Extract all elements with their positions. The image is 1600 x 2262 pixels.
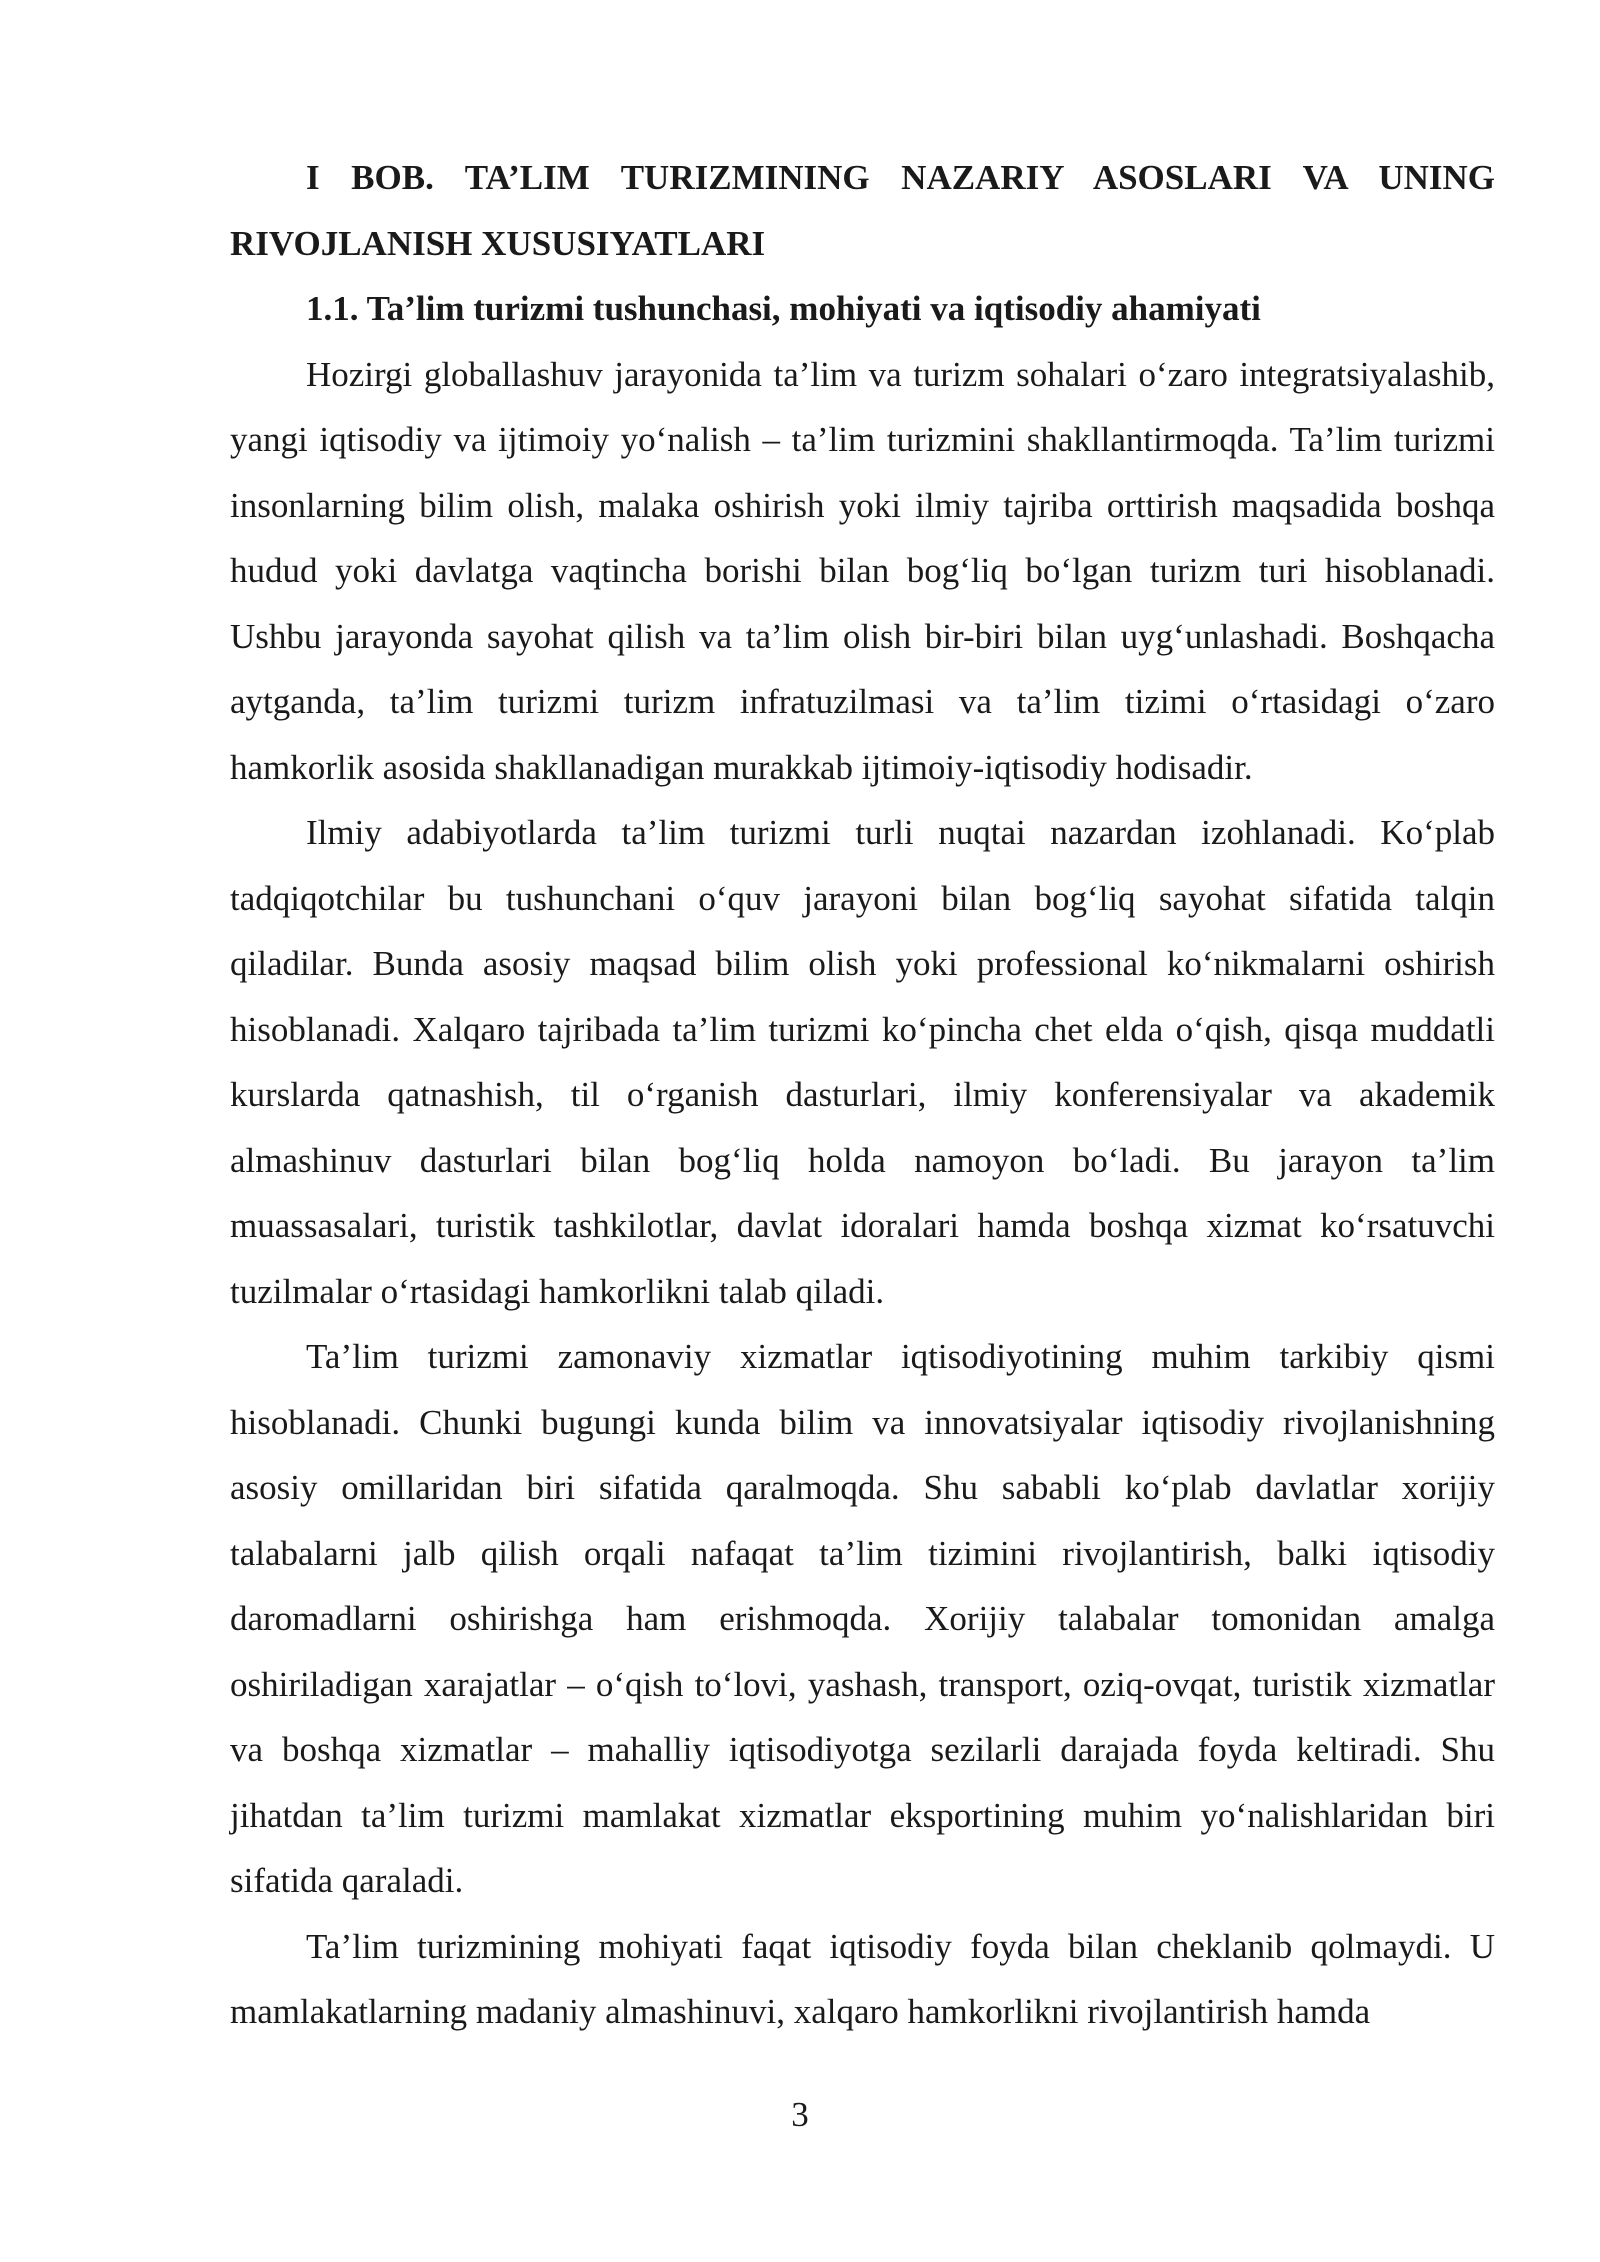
paragraph-2: Ilmiy adabiyotlarda ta’lim turizmi turli nuqtai nazardan izohlanadi. Ko‘plab tadqiqotchilar bu tushunchani o‘quv jarayoni bilan bog‘liq sayohat sifatida talqin qiladilar. Bunda asosiy maqsad bilim olish yoki professional ko‘nikmalarni oshirish hisoblanadi. Xalqaro tajribada ta’lim turizmi ko‘pincha chet elda o‘qish, qisqa muddatli kurslarda qatnashish, til o‘rganish dasturlari, ilmiy konferensiyalar va akademik almashinuv dasturlari bilan bog‘liq holda namoyon bo‘ladi. Bu jarayon ta’lim muassasalari, turistik tashkilotlar, davlat idoralari hamda boshqa xizmat ko‘rsatuvchi tuzilmalar o‘rtasidagi hamkorlikni talab qiladi. — [230, 813, 1495, 1311]
chapter-title: I BOB. TA’LIM TURIZMINING NAZARIY ASOSLARI VA UNING RIVOJLANISH XUSUSIYATLARI — [230, 158, 1495, 263]
paragraph-1: Hozirgi globallashuv jarayonida ta’lim va turizm sohalari o‘zaro integratsiyalashib, yangi iqtisodiy va ijtimoiy yo‘nalish – ta’lim turizmini shakllantirmoqda. Ta’lim turizmi insonlarning bilim olish, malaka oshirish yoki ilmiy tajriba orttirish maqsadida boshqa hudud yoki davlatga vaqtincha borishi bilan bog‘liq bo‘lgan turizm turi hisoblanadi. Ushbu jarayonda sayohat qilish va ta’lim olish bir-biri bilan uyg‘unlashadi. Boshqacha aytganda, ta’lim turizmi turizm infratuzilmasi va ta’lim tizimi o‘rtasidagi o‘zaro hamkorlik asosida shakllanadigan murakkab ijtimoiy-iqtisodiy hodisadir. — [230, 354, 1495, 787]
page-number: 3 — [791, 2095, 809, 2134]
page-content — [230, 145, 1495, 2045]
paragraph-3: Ta’lim turizmi zamonaviy xizmatlar iqtisodiyotining muhim tarkibiy qismi hisoblanadi. Chunki bugungi kunda bilim va innovatsiyalar iqtisodiy rivojlanishning asosiy omillaridan biri sifatida qaralmoqda. Shu sababli ko‘plab davlatlar xorijiy talabalarni jalb qilish orqali nafaqat ta’lim tizimini rivojlantirish, balki iqtisodiy daromadlarni oshirishga ham erishmoqda. Xorijiy talabalar tomonidan amalga oshiriladigan xarajatlar – o‘qish to‘lovi, yashash, transport, oziq-ovqat, turistik xizmatlar va boshqa xizmatlar – mahalliy iqtisodiyotga sezilarli darajada foyda keltiradi. Shu jihatdan ta’lim turizmi mamlakat xizmatlar eksportining muhim yo‘nalishlaridan biri sifatida qaraladi. — [230, 1337, 1495, 1900]
section-title: 1.1. Ta’lim turizmi tushunchasi, mohiyati va iqtisodiy ahamiyati — [306, 289, 1261, 328]
paragraph-4: Ta’lim turizmining mohiyati faqat iqtisodiy foyda bilan cheklanib qolmaydi. U mamlakatlarning madaniy almashinuvi, xalqaro hamkorlikni rivojlantirish hamda — [230, 1926, 1495, 2031]
